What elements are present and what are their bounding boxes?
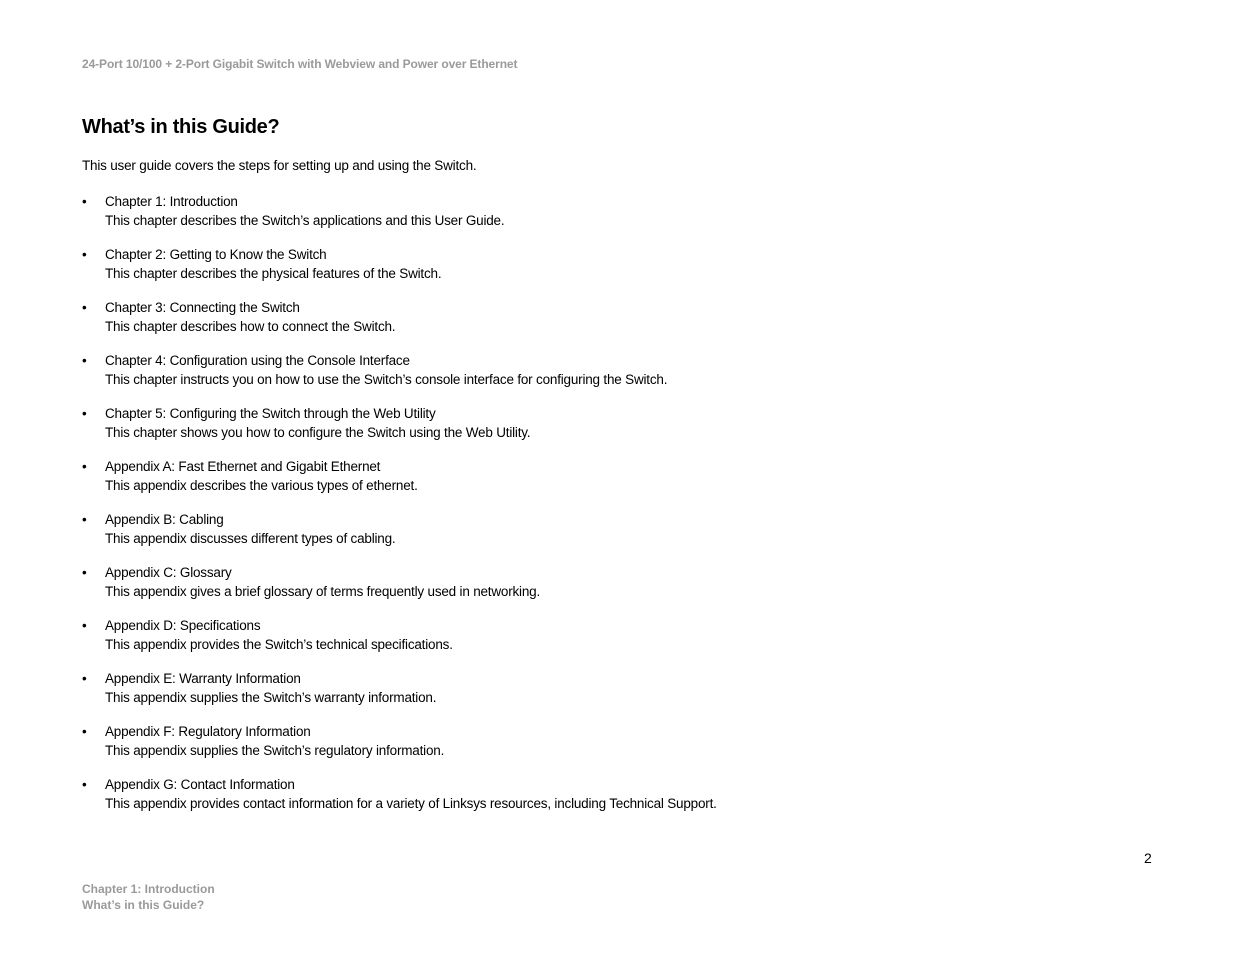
appendix-item-f (82, 722, 717, 775)
bullet: • (82, 194, 87, 209)
chapter-list (82, 192, 717, 828)
bullet: • (82, 512, 87, 527)
chapter-title: Chapter 4: Configuration using the Console Interface (105, 353, 410, 368)
appendix-description: This appendix discusses different types of cabling. (105, 531, 396, 546)
chapter-description: This chapter instructs you on how to use the Switch’s console interface for configuring the Switch. (105, 372, 668, 387)
chapter-item-1 (82, 192, 717, 245)
footer-section: What’s in this Guide? (82, 898, 205, 912)
chapter-title: Chapter 5: Configuring the Switch through the Web Utility (105, 406, 436, 421)
chapter-title: Chapter 2: Getting to Know the Switch (105, 247, 327, 262)
running-header: 24-Port 10/100 + 2-Port Gigabit Switch with Webview and Power over Ethernet (82, 57, 518, 71)
chapter-item-2 (82, 245, 717, 298)
appendix-item-g (82, 775, 717, 828)
appendix-item-b (82, 510, 717, 563)
footer-chapter: Chapter 1: Introduction (82, 882, 215, 896)
page-number: 2 (1144, 850, 1152, 866)
bullet: • (82, 618, 87, 633)
bullet: • (82, 247, 87, 262)
appendix-title: Appendix G: Contact Information (105, 777, 295, 792)
appendix-title: Appendix C: Glossary (105, 565, 232, 580)
chapter-title: Chapter 3: Connecting the Switch (105, 300, 300, 315)
appendix-item-a (82, 457, 717, 510)
bullet: • (82, 406, 87, 421)
appendix-description: This appendix supplies the Switch’s warranty information. (105, 690, 437, 705)
bullet: • (82, 565, 87, 580)
page-footer (82, 881, 215, 913)
bullet: • (82, 671, 87, 686)
chapter-description: This chapter describes the Switch’s applications and this User Guide. (105, 213, 505, 228)
appendix-title: Appendix E: Warranty Information (105, 671, 301, 686)
appendix-title: Appendix D: Specifications (105, 618, 261, 633)
chapter-item-3 (82, 298, 717, 351)
bullet: • (82, 353, 87, 368)
appendix-description: This appendix provides contact information for a variety of Linksys resources, including Technical Support. (105, 796, 717, 811)
appendix-item-e (82, 669, 717, 722)
section-title: What’s in this Guide? (82, 116, 280, 138)
appendix-title: Appendix F: Regulatory Information (105, 724, 311, 739)
bullet: • (82, 300, 87, 315)
appendix-item-d (82, 616, 717, 669)
appendix-item-c (82, 563, 717, 616)
bullet: • (82, 777, 87, 792)
chapter-description: This chapter describes the physical features of the Switch. (105, 266, 442, 281)
intro-paragraph: This user guide covers the steps for setting up and using the Switch. (82, 158, 477, 173)
appendix-description: This appendix provides the Switch’s technical specifications. (105, 637, 453, 652)
bullet: • (82, 459, 87, 474)
chapter-description: This chapter shows you how to configure the Switch using the Web Utility. (105, 425, 531, 440)
chapter-item-5 (82, 404, 717, 457)
appendix-title: Appendix B: Cabling (105, 512, 224, 527)
appendix-description: This appendix supplies the Switch’s regulatory information. (105, 743, 445, 758)
chapter-title: Chapter 1: Introduction (105, 194, 238, 209)
chapter-description: This chapter describes how to connect the Switch. (105, 319, 396, 334)
appendix-title: Appendix A: Fast Ethernet and Gigabit Ethernet (105, 459, 381, 474)
appendix-description: This appendix describes the various types of ethernet. (105, 478, 418, 493)
bullet: • (82, 724, 87, 739)
chapter-item-4 (82, 351, 717, 404)
appendix-description: This appendix gives a brief glossary of terms frequently used in networking. (105, 584, 541, 599)
